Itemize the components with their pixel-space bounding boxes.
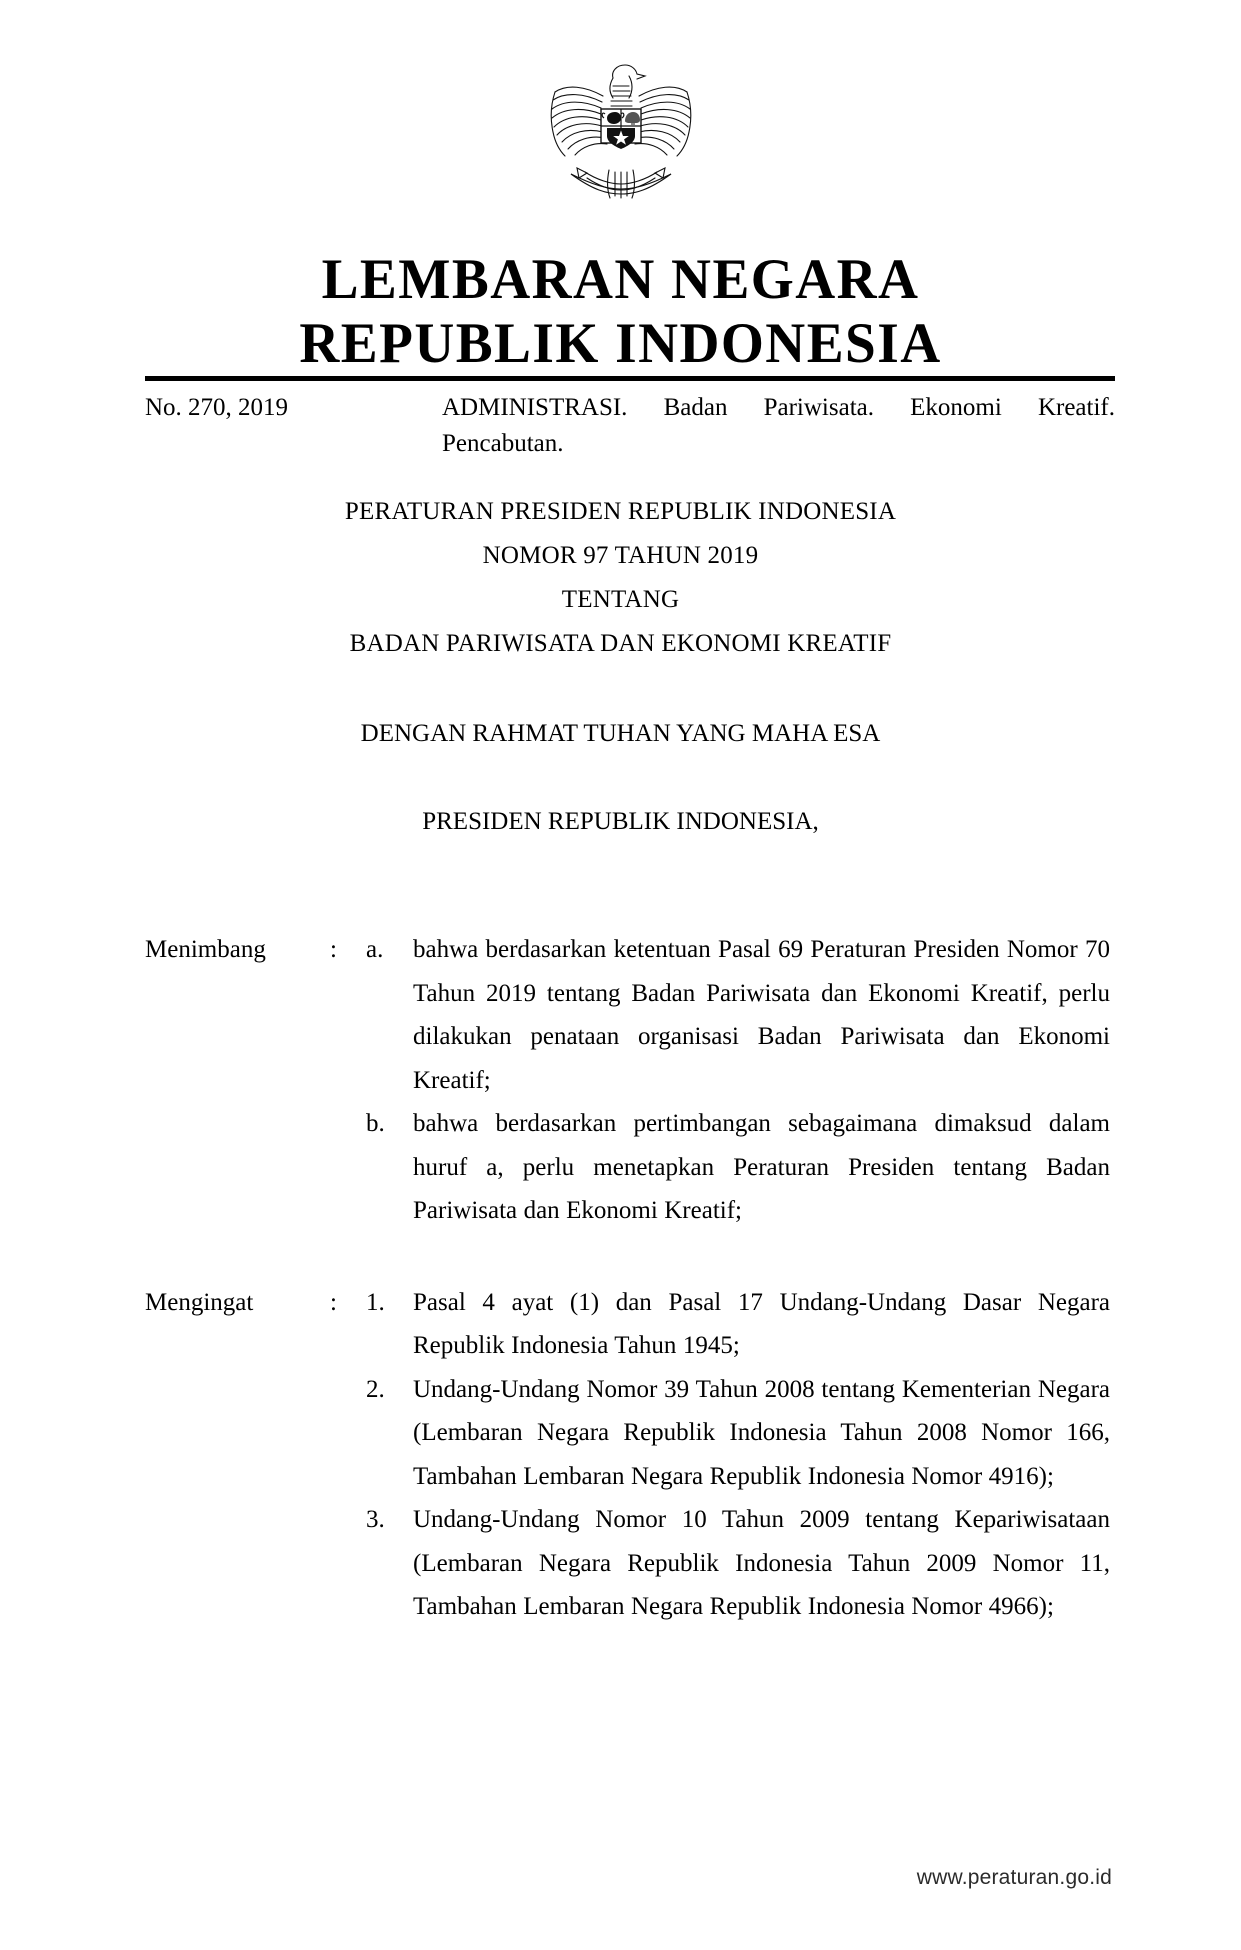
clause-marker: a. <box>366 936 384 963</box>
clause-colon-menimbang: : <box>330 936 337 963</box>
title-line-subject: BADAN PARIWISATA DAN EKONOMI KREATIF <box>349 630 892 657</box>
clause-text: Undang-Undang Nomor 39 Tahun 2008 tentang Kementerian Negara (Lembaran Negara Republik Indonesia Tahun 2008 Nomor 166, Tambahan Lembaran Negara Republik Indonesia Nomor 4916); <box>413 1375 1110 1490</box>
list-item <box>366 928 1110 1102</box>
masthead <box>0 248 1241 376</box>
clauses-section <box>145 928 1110 1629</box>
clause-marker: 3. <box>366 1506 385 1533</box>
masthead-line-republik-indonesia: REPUBLIK INDONESIA <box>299 312 942 375</box>
clause-text: Pasal 4 ayat (1) dan Pasal 17 Undang-Undang Dasar Negara Republik Indonesia Tahun 1945; <box>413 1288 1110 1359</box>
clause-block-menimbang <box>145 928 1110 1233</box>
subject-keywords: ADMINISTRASI. Badan Pariwisata. Ekonomi Kreatif. Pencabutan. <box>442 394 1115 457</box>
clause-label-mengingat: Mengingat <box>145 1288 254 1316</box>
clause-block-mengingat <box>145 1281 1110 1629</box>
clause-text: bahwa berdasarkan ketentuan Pasal 69 Peraturan Presiden Nomor 70 Tahun 2019 tentang Badan Pariwisata dan Ekonomi Kreatif, perlu dilakukan penataan organisasi Badan Pariwisata dan Ekonomi Kreatif; <box>413 936 1110 1094</box>
blessing-line: DENGAN RAHMAT TUHAN YANG MAHA ESA <box>360 720 881 747</box>
clause-marker: 1. <box>366 1288 385 1316</box>
title-line-tentang: TENTANG <box>561 586 680 613</box>
title-line-nomor: NOMOR 97 TAHUN 2019 <box>482 542 759 569</box>
header-divider-rule <box>145 376 1115 381</box>
title-line-peraturan: PERATURAN PRESIDEN REPUBLIK INDONESIA <box>344 498 897 525</box>
clause-label-menimbang: Menimbang <box>145 936 266 963</box>
gazette-number: No. 270, 2019 <box>145 394 289 421</box>
list-item <box>366 1498 1110 1629</box>
emblem-container <box>0 52 1241 205</box>
list-item <box>366 1102 1110 1233</box>
list-item <box>366 1368 1110 1499</box>
clause-marker: 2. <box>366 1375 385 1403</box>
clause-text: Undang-Undang Nomor 10 Tahun 2009 tentang Kepariwisataan (Lembaran Negara Republik Indonesia Tahun 2009 Nomor 11, Tambahan Lembaran Negara Republik Indonesia Nomor 4966); <box>413 1506 1110 1620</box>
garuda-pancasila-emblem <box>541 52 701 200</box>
clause-items-menimbang <box>366 928 1110 1233</box>
clause-colon-mengingat: : <box>330 1288 337 1316</box>
gazette-number-row <box>145 390 1115 462</box>
clause-items-mengingat <box>366 1281 1110 1629</box>
footer-watermark: www.peraturan.go.id <box>916 1866 1112 1889</box>
list-item <box>366 1281 1110 1368</box>
clause-marker: b. <box>366 1110 385 1137</box>
masthead-line-lembaran-negara: LEMBARAN NEGARA <box>321 248 920 311</box>
clause-text: bahwa berdasarkan pertimbangan sebagaimana dimaksud dalam huruf a, perlu menetapkan Peraturan Presiden tentang Badan Pariwisata dan Ekonomi Kreatif; <box>413 1110 1110 1224</box>
signatory-line: PRESIDEN REPUBLIK INDONESIA, <box>422 808 819 835</box>
regulation-title-block <box>0 490 1241 666</box>
